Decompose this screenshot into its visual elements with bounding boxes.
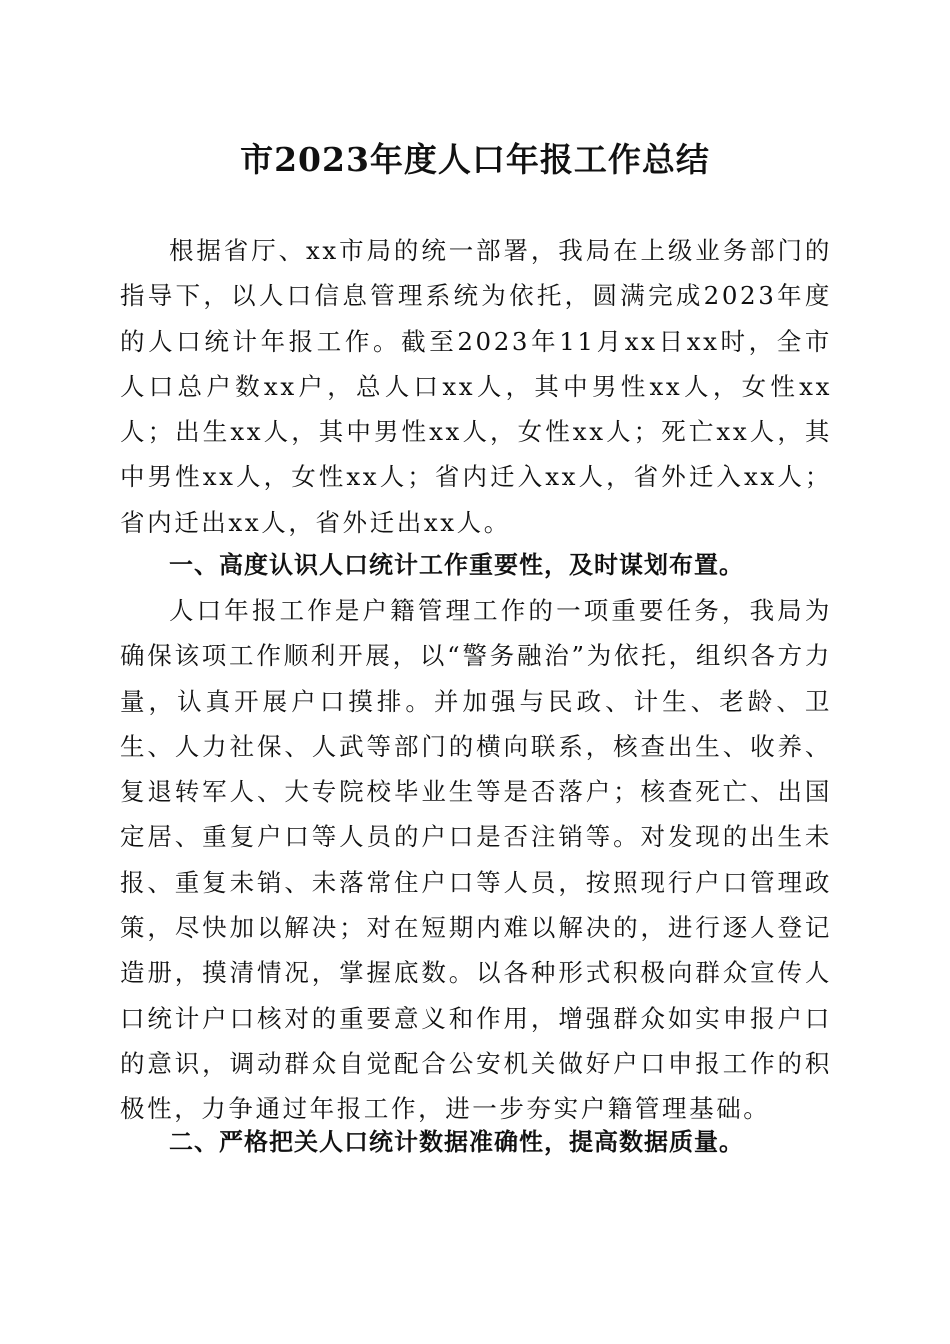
- document-title: 市2023年度人口年报工作总结: [240, 140, 710, 179]
- section-1-paragraph: 人口年报工作是户籍管理工作的一项重要任务，我局为确保该项工作顺利开展，以“警务融治”为依托，组织各方力量，认真开展户口摸排。并加强与民政、计生、老龄、卫生、人力社保、人武等部门的横向联系，核查出生、收养、复退转军人、大专院校毕业生等是否落户；核查死亡、出国定居、重复户口等人员的户口是否注销等。对发现的出生未报、重复未销、未落常住户口等人员，按照现行户口管理政策，尽快加以解决；对在短期内难以解决的，进行逐人登记造册，摸清情况，掌握底数。以各种形式积极向群众宣传人口统计户口核对的重要意义和作用，增强群众如实申报户口的意识，调动群众自觉配合公安机关做好户口申报工作的积极性，力争通过年报工作，进一步夯实户籍管理基础。: [120, 596, 832, 1124]
- section-heading-1: 一、高度认识人口统计工作重要性，及时谋划布置。: [169, 551, 744, 579]
- intro-paragraph: 根据省厅、xx市局的统一部署，我局在上级业务部门的指导下，以人口信息管理系统为依托，圆满完成2023年度的人口统计年报工作。截至2023年11月xx日xx时，全市人口总户数xx户，总人口xx人，其中男性xx人，女性xx人；出生xx人，其中男性xx人，女性xx人；死亡xx人，其中男性xx人，女性xx人；省内迁入xx人，省外迁入xx人；省内迁出xx人，省外迁出xx人。: [120, 236, 832, 537]
- section-heading-2: 二、严格把关人口统计数据准确性，提高数据质量。: [169, 1128, 744, 1156]
